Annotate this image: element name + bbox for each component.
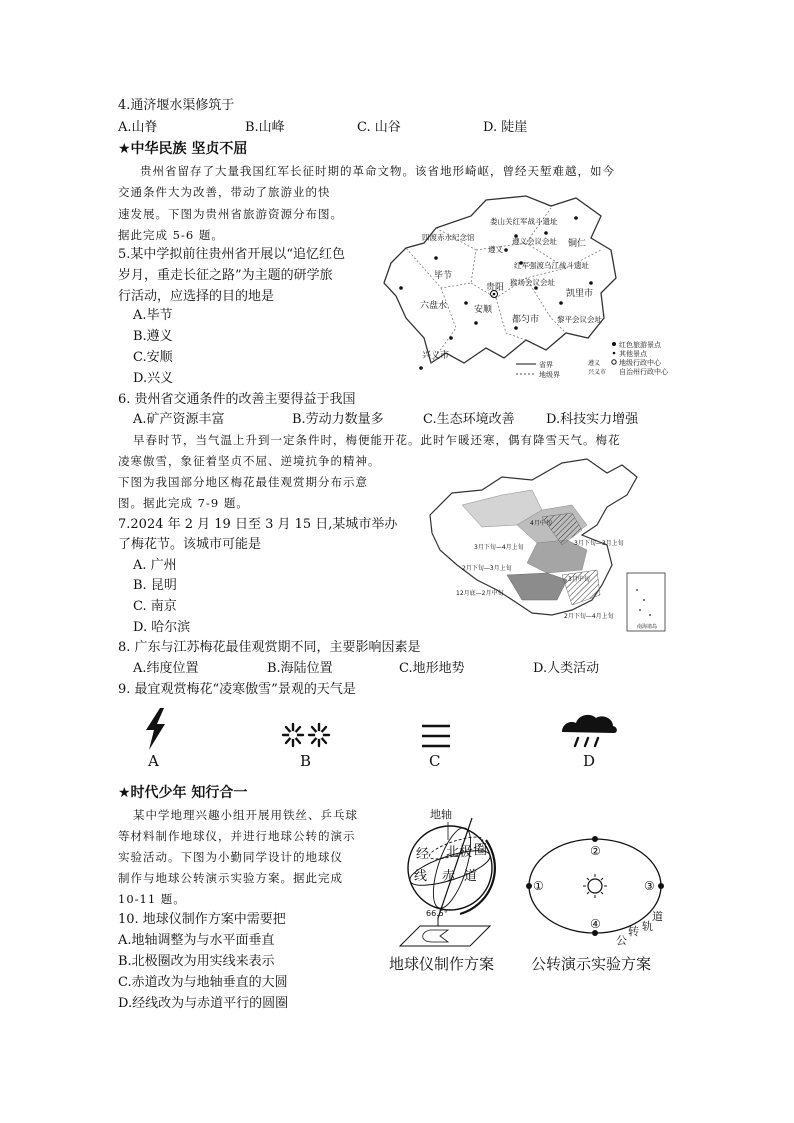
orbit-position-2: ②: [590, 844, 601, 858]
q9-option-c: C: [429, 752, 441, 770]
map-label-site4: 红军强渡乌江战斗遗址: [514, 261, 589, 270]
q10-option-d: D.经线改为与赤道平行的圆圈: [118, 996, 289, 1011]
map-label-kaili: 凯里市: [566, 289, 594, 299]
map-label-xingyi: 兴义市: [422, 351, 450, 361]
globe-label-chi: 赤: [442, 869, 456, 884]
section2-intro-line2: 等材料制作地球仪，并进行地球公转的演示: [118, 829, 356, 843]
map-label-duyun: 都匀市: [512, 315, 540, 325]
q4-option-c: C. 山谷: [357, 120, 401, 135]
q9-option-a: A: [148, 752, 159, 770]
q8-option-b: B.海陆位置: [267, 661, 333, 676]
q6-option-d: D.科技实力增强: [546, 412, 639, 427]
orbit-position-3: ③: [644, 879, 655, 893]
china-plum-map: [422, 455, 670, 635]
legend-sample-zunyi: 遵义: [588, 360, 601, 367]
china-label-1: 4月中旬: [530, 520, 552, 527]
q7-stem-line1: 7.2024 年 2 月 19 日至 3 月 15 日,某城市举办: [118, 517, 398, 532]
legend-province-border: 省界: [539, 361, 553, 369]
section2-intro-line1: 某中学地理兴趣小组开展用铁丝、乒乓球: [133, 808, 358, 822]
map-label-site3: 遵义会议会址: [512, 237, 557, 246]
rain-icon: [558, 712, 620, 754]
q8-option-c: C.地形地势: [399, 661, 465, 676]
map-label-guiyang: 贵阳: [486, 283, 505, 293]
map-label-tongren: 铜仁: [568, 239, 587, 249]
legend-other-sites: 其他景点: [619, 350, 647, 358]
section1-intro-line3: 速发展。下图为贵州省旅游资源分布图。: [118, 207, 343, 221]
globe-label-jing: 经: [416, 847, 430, 862]
legend-red-tourism: 红色旅游景点: [619, 341, 661, 349]
globe-axis-label: 地轴: [430, 808, 452, 821]
china-label-2: 3月下旬—4月上旬: [474, 544, 524, 551]
orbit-label-zhuan: 转: [628, 925, 639, 938]
china-label-4: 2月下旬—3月上旬: [462, 565, 512, 572]
china-label-5: 3月中旬: [568, 576, 590, 583]
map-label-bijie: 毕节: [434, 271, 453, 281]
q9-option-b: B: [300, 752, 312, 770]
guizhou-tourism-map: [376, 188, 684, 388]
section1-intro-line4: 据此完成 5-6 题。: [118, 228, 224, 242]
fog-icon: [420, 722, 452, 750]
map-label-site1: 娄山关红军战斗遗址: [490, 217, 558, 226]
q10-option-b: B.北极圈改为用实线来表示: [118, 954, 275, 969]
q6-stem: 6. 贵州省交通条件的改善主要得益于我国: [118, 392, 356, 407]
q4-option-d: D. 陡崖: [483, 120, 528, 135]
q4-stem: 4.通济堰水渠修筑于: [118, 98, 235, 113]
map-label-site2: 四渡赤水纪念馆: [422, 233, 475, 242]
q5-stem-line2: 岁月，重走长征之路”为主题的研学旅: [118, 268, 333, 283]
q6-option-a: A.矿产资源丰富: [133, 412, 225, 427]
globe-label-xian: 线: [414, 869, 428, 884]
q7-option-b: B. 昆明: [133, 578, 177, 593]
q7-option-a: A. 广州: [133, 558, 177, 573]
intro2-line1: 早春时节，当气温上升到一定条件时，梅便能开花。此时乍暖还寒，偶有降雪天气。梅花: [133, 433, 621, 447]
intro2-line4: 图。据此完成 7-9 题。: [118, 496, 249, 510]
map-label-site5: 猴场会议会址: [510, 278, 555, 287]
globe-label-quan: 圈: [474, 843, 488, 858]
intro2-line3: 下图为我国部分地区梅花最佳观赏期分布示意: [118, 475, 368, 489]
legend-sample-xingyi: 兴义市: [588, 369, 607, 376]
q7-stem-line2: 了梅花节。该城市可能是: [118, 537, 262, 552]
q10-stem: 10. 地球仪制作方案中需要把: [118, 912, 286, 927]
orbit-label-gui: 轨: [642, 920, 653, 933]
globe-diagram: [390, 800, 510, 950]
legend-autonomous-center: 自治州行政中心: [619, 368, 668, 376]
map-label-anshun: 安顺: [474, 305, 493, 315]
map-label-zunyi: 遵义: [488, 245, 503, 254]
q6-option-c: C.生态环境改善: [423, 412, 515, 427]
q10-option-c: C.赤道改为与地轴垂直的大圆: [118, 975, 288, 990]
q4-option-b: B.山峰: [245, 120, 285, 135]
globe-label-beiji: 北极: [446, 845, 473, 860]
q6-option-b: B.劳动力数量多: [292, 412, 384, 427]
q5-stem-line3: 行活动，应选择的目的地是: [118, 289, 275, 304]
inset-label: 南海诸岛: [637, 624, 658, 630]
q5-stem-line1: 5.某中学拟前往贵州省开展以“追忆红色: [118, 247, 346, 262]
q5-option-c: C.安顺: [133, 350, 173, 365]
orbit-label-dao: 道: [652, 910, 663, 923]
q7-option-c: C. 南京: [133, 599, 177, 614]
section2-intro-line3: 实验活动。下图为小勤同学设计的地球仪: [118, 850, 343, 864]
orbit-caption: 公转演示实验方案: [531, 955, 652, 973]
orbit-label-gong: 公: [616, 934, 627, 947]
map-label-site6: 黎平会议会址: [557, 315, 602, 324]
china-label-6: 12月底—2月中旬: [456, 590, 504, 597]
q5-option-a: A.毕节: [133, 308, 173, 323]
q7-option-d: D. 哈尔滨: [133, 620, 191, 635]
section-title-2: ★时代少年 知行合一: [118, 785, 248, 801]
orbit-position-1: ①: [533, 879, 544, 893]
q9-stem: 9. 最宜观赏梅花“凌寒傲雪”景观的天气是: [118, 682, 356, 697]
q5-option-b: B.遵义: [133, 329, 173, 344]
globe-label-dao: 道: [464, 869, 478, 884]
q4-option-a: A.山脊: [118, 120, 158, 135]
q8-option-d: D.人类活动: [533, 661, 600, 676]
section2-intro-line4: 制作与地球公转演示实验方案。据此完成: [118, 871, 343, 885]
legend-prefecture-center: 地级行政中心: [619, 359, 661, 367]
q8-stem: 8. 广东与江苏梅花最佳观赏期不同，主要影响因素是: [118, 640, 421, 655]
china-label-7: 2月下旬—4月上旬: [564, 613, 614, 620]
intro2-line2: 凌寒傲雪，象征着坚贞不屈、逆境抗争的精神。: [118, 454, 381, 468]
globe-angle-label: 66.5°: [426, 909, 448, 918]
section1-intro-line1: 贵州省留存了大量我国红军长征时期的革命文物。该省地形崎岖，曾经天堑难越，如今: [140, 164, 615, 178]
orbit-diagram: [520, 830, 670, 950]
q8-option-a: A.纬度位置: [133, 661, 199, 676]
q10-option-a: A.地轴调整为与水平面垂直: [118, 933, 275, 948]
section2-intro-line5: 10-11 题。: [118, 892, 186, 906]
snow-icon: [280, 722, 332, 748]
china-label-3: 3月下旬—3月上旬: [574, 540, 624, 547]
q9-option-d: D: [583, 752, 596, 770]
map-label-liupanshui: 六盘水: [420, 301, 448, 311]
globe-caption: 地球仪制作方案: [389, 955, 495, 973]
legend-prefecture-border: 地级界: [539, 371, 560, 379]
section-title-1: ★中华民族 坚贞不屈: [118, 141, 248, 157]
south-china-sea-inset: [627, 573, 665, 631]
lightning-icon: [140, 708, 170, 750]
section1-intro-line2: 交通条件大为改善，带动了旅游业的快: [118, 185, 331, 199]
orbit-position-4: ④: [590, 917, 601, 931]
q5-option-d: D.兴义: [133, 371, 174, 386]
